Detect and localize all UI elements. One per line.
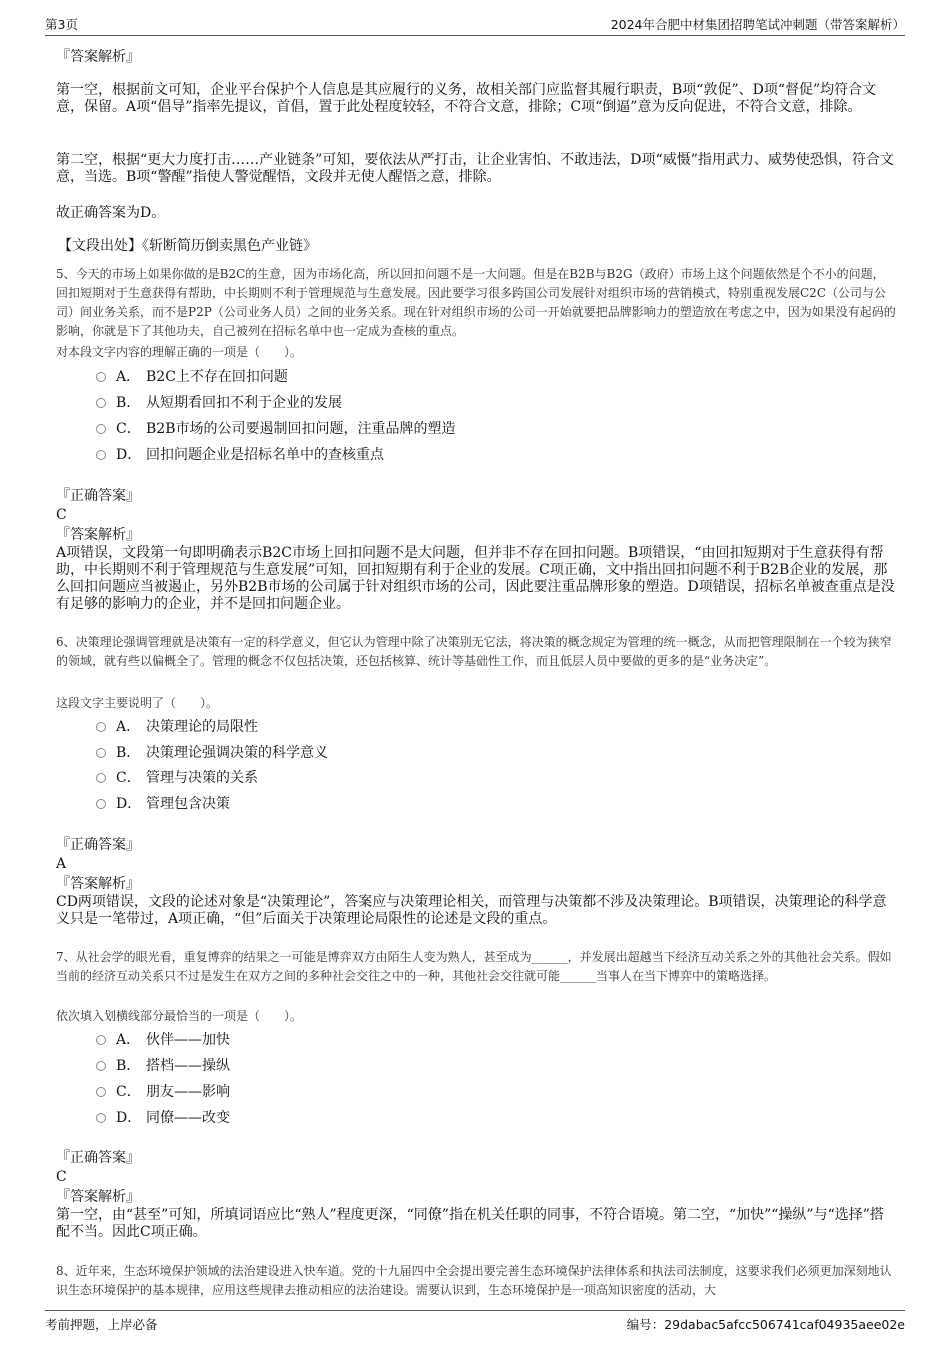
question-7-correct-label: 『正确答案』 [56,1150,140,1166]
question-7-option-b[interactable]: B． 搭档——操纵 [96,1057,230,1075]
question-7-correct-answer: C [56,1169,67,1185]
analysis-label: 『答案解析』 [56,49,140,65]
question-7-option-c[interactable]: C． 朋友——影响 [96,1083,230,1101]
question-6-option-c[interactable]: C． 管理与决策的关系 [96,769,258,787]
question-6-option-b[interactable]: B． 决策理论强调决策的科学意义 [96,744,328,762]
question-5-option-a[interactable]: A． B2C上不存在回扣问题 [96,368,288,386]
analysis-paragraph-2: 第二空，根据“更大力度打击……产业链条”可知，要依法从严打击，让企业害怕、不敢违法，D项“威慑”指用武力、威势使恐惧，符合文意，当选。B项“警醒”指使人警觉醒悟，文段并无使人醒悟之意，排除。 [56,152,894,185]
footer-slogan: 考前押题，上岸必备 [45,1317,158,1332]
document-title: 2024年合肥中材集团招聘笔试冲刺题（带答案解析） [610,17,905,32]
question-8-stem: 8、近年来，生态环境保护领域的法治建设进入快车道。党的十九届四中全会提出要完善生态环境保护法律体系和执法司法制度，这要求我们必须更加深刻地认识生态环境保护的基本规律，应用这些规律去推动相应的法治建设。需要认识到，生态环境保护是一项高知识密度的活动，大 [56,1264,892,1297]
radio-icon[interactable] [96,372,106,382]
question-5-option-b[interactable]: B． 从短期看回扣不利于企业的发展 [96,394,342,412]
question-7-option-d[interactable]: D． 同僚——改变 [96,1109,230,1127]
question-6-correct-label: 『正确答案』 [56,837,140,853]
question-6-analysis-label: 『答案解析』 [56,876,140,892]
question-5-prompt: 对本段文字内容的理解正确的一项是（ ）。 [56,345,303,359]
analysis-paragraph-1: 第一空，根据前文可知，企业平台保护个人信息是其应履行的义务，故相关部门应监督其履行职责，B项“敦促”、D项“督促”均符合文意，保留。A项“倡导”指率先提议，首倡，置于此处程度较轻，不符合文意，排除；C项“倒逼”意为反向促进，不符合文意，排除。 [56,82,877,115]
question-7-option-a[interactable]: A． 伙伴——加快 [96,1031,230,1049]
question-7-analysis-label: 『答案解析』 [56,1189,140,1205]
question-6-correct-answer: A [56,856,67,872]
page-number: 第3页 [45,17,78,32]
page-header [45,13,905,36]
page-footer [45,1310,905,1335]
question-7-analysis: 第一空，由“甚至”可知，所填词语应比“熟人”程度更深，“同僚”指在机关任职的同事，不符合语境。第二空，“加快”“操纵”与“选择”搭配不当。因此C项正确。 [56,1207,884,1240]
radio-icon[interactable] [96,1113,106,1123]
question-6-prompt: 这段文字主要说明了（ ）。 [56,696,219,710]
question-5-correct-label: 『正确答案』 [56,488,140,504]
document-id: 编号：29dabac5afcc506741caf04935aee02e [626,1317,905,1332]
source-note: 【文段出处】《斩断简历倒卖黑色产业链》 [58,238,317,254]
question-5-analysis-label: 『答案解析』 [56,527,140,543]
radio-icon[interactable] [96,1035,106,1045]
radio-icon[interactable] [96,1087,106,1097]
question-7-prompt: 依次填入划横线部分最恰当的一项是（ ）。 [56,1009,303,1023]
question-5-option-c[interactable]: C． B2B市场的公司要遏制回扣问题，注重品牌的塑造 [96,420,455,438]
radio-icon[interactable] [96,424,106,434]
radio-icon[interactable] [96,398,106,408]
radio-icon[interactable] [96,1061,106,1071]
radio-icon[interactable] [96,748,106,758]
question-6-analysis: CD两项错误，文段的论述对象是“决策理论”，答案应与决策理论相关，而管理与决策都不涉及决策理论。B项错误，决策理论的科学意义只是一笔带过，A项正确，“但”后面关于决策理论局限性的论述是文段的重点。 [56,894,887,927]
question-5-correct-answer: C [56,507,67,523]
question-5-stem: 5、今天的市场上如果你做的是B2C的生意，因为市场化高，所以回扣问题不是一大问题。但是在B2B与B2G（政府）市场上这个问题依然是个不小的问题，回扣短期对于生意获得有帮助，中长期则不利于管理规范与生意发展。因此要学习很多跨国公司发展针对组织市场的营销模式，特别重视发展C2C（公司与公司）间业务关系，而不是P2P（公司业务人员）之间的业务关系。现在针对组织市场的公司一开始就要把品牌影响力的塑造放在考虑之中，因为如果没有起码的影响，你就是下了其他功夫，自己被列在招标名单中也一定成为查核的重点。 [56,267,896,338]
radio-icon[interactable] [96,799,106,809]
radio-icon[interactable] [96,450,106,460]
question-6-option-d[interactable]: D． 管理包含决策 [96,795,230,813]
radio-icon[interactable] [96,722,106,732]
question-6-option-a[interactable]: A． 决策理论的局限性 [96,718,258,736]
analysis-conclusion: 故正确答案为D。 [56,205,166,221]
question-7-stem: 7、从社会学的眼光看，重复博弈的结果之一可能是博弈双方由陌生人变为熟人，甚至成为______，并发展出超越当下经济互动关系之外的其他社会关系。假如当前的经济互动关系只不过是发生在双方之间的多种社会交往之中的一种，其他社会交往就可能______当事人在当下博弈中的策略选择。 [56,950,892,983]
question-6-stem: 6、决策理论强调管理就是决策有一定的科学意义，但它认为管理中除了决策别无它法，将决策的概念规定为管理的统一概念，从而把管理限制在一个较为狭窄的领域，就有些以偏概全了。管理的概念不仅包括决策，还包括核算、统计等基础性工作，而且低层人员中要做的更多的是“业务决定”。 [56,635,892,668]
question-5-analysis: A项错误，文段第一句即明确表示B2C市场上回扣问题不是大问题，但并非不存在回扣问题。B项错误，“由回扣短期对于生意获得有帮助，中长期则不利于管理规范与生意发展”可知，回扣短期有利于企业的发展。C项正确，文中指出回扣问题不利于B2B企业的发展，那么回扣问题应当被遏止，另外B2B市场的公司属于针对组织市场的公司，因此要注重品牌形象的塑造。D项错误，招标名单被查重点是没有足够的影响力的企业，并不是回扣问题企业。 [56,545,895,612]
radio-icon[interactable] [96,773,106,783]
question-5-option-d[interactable]: D． 回扣问题企业是招标名单中的查核重点 [96,446,384,464]
